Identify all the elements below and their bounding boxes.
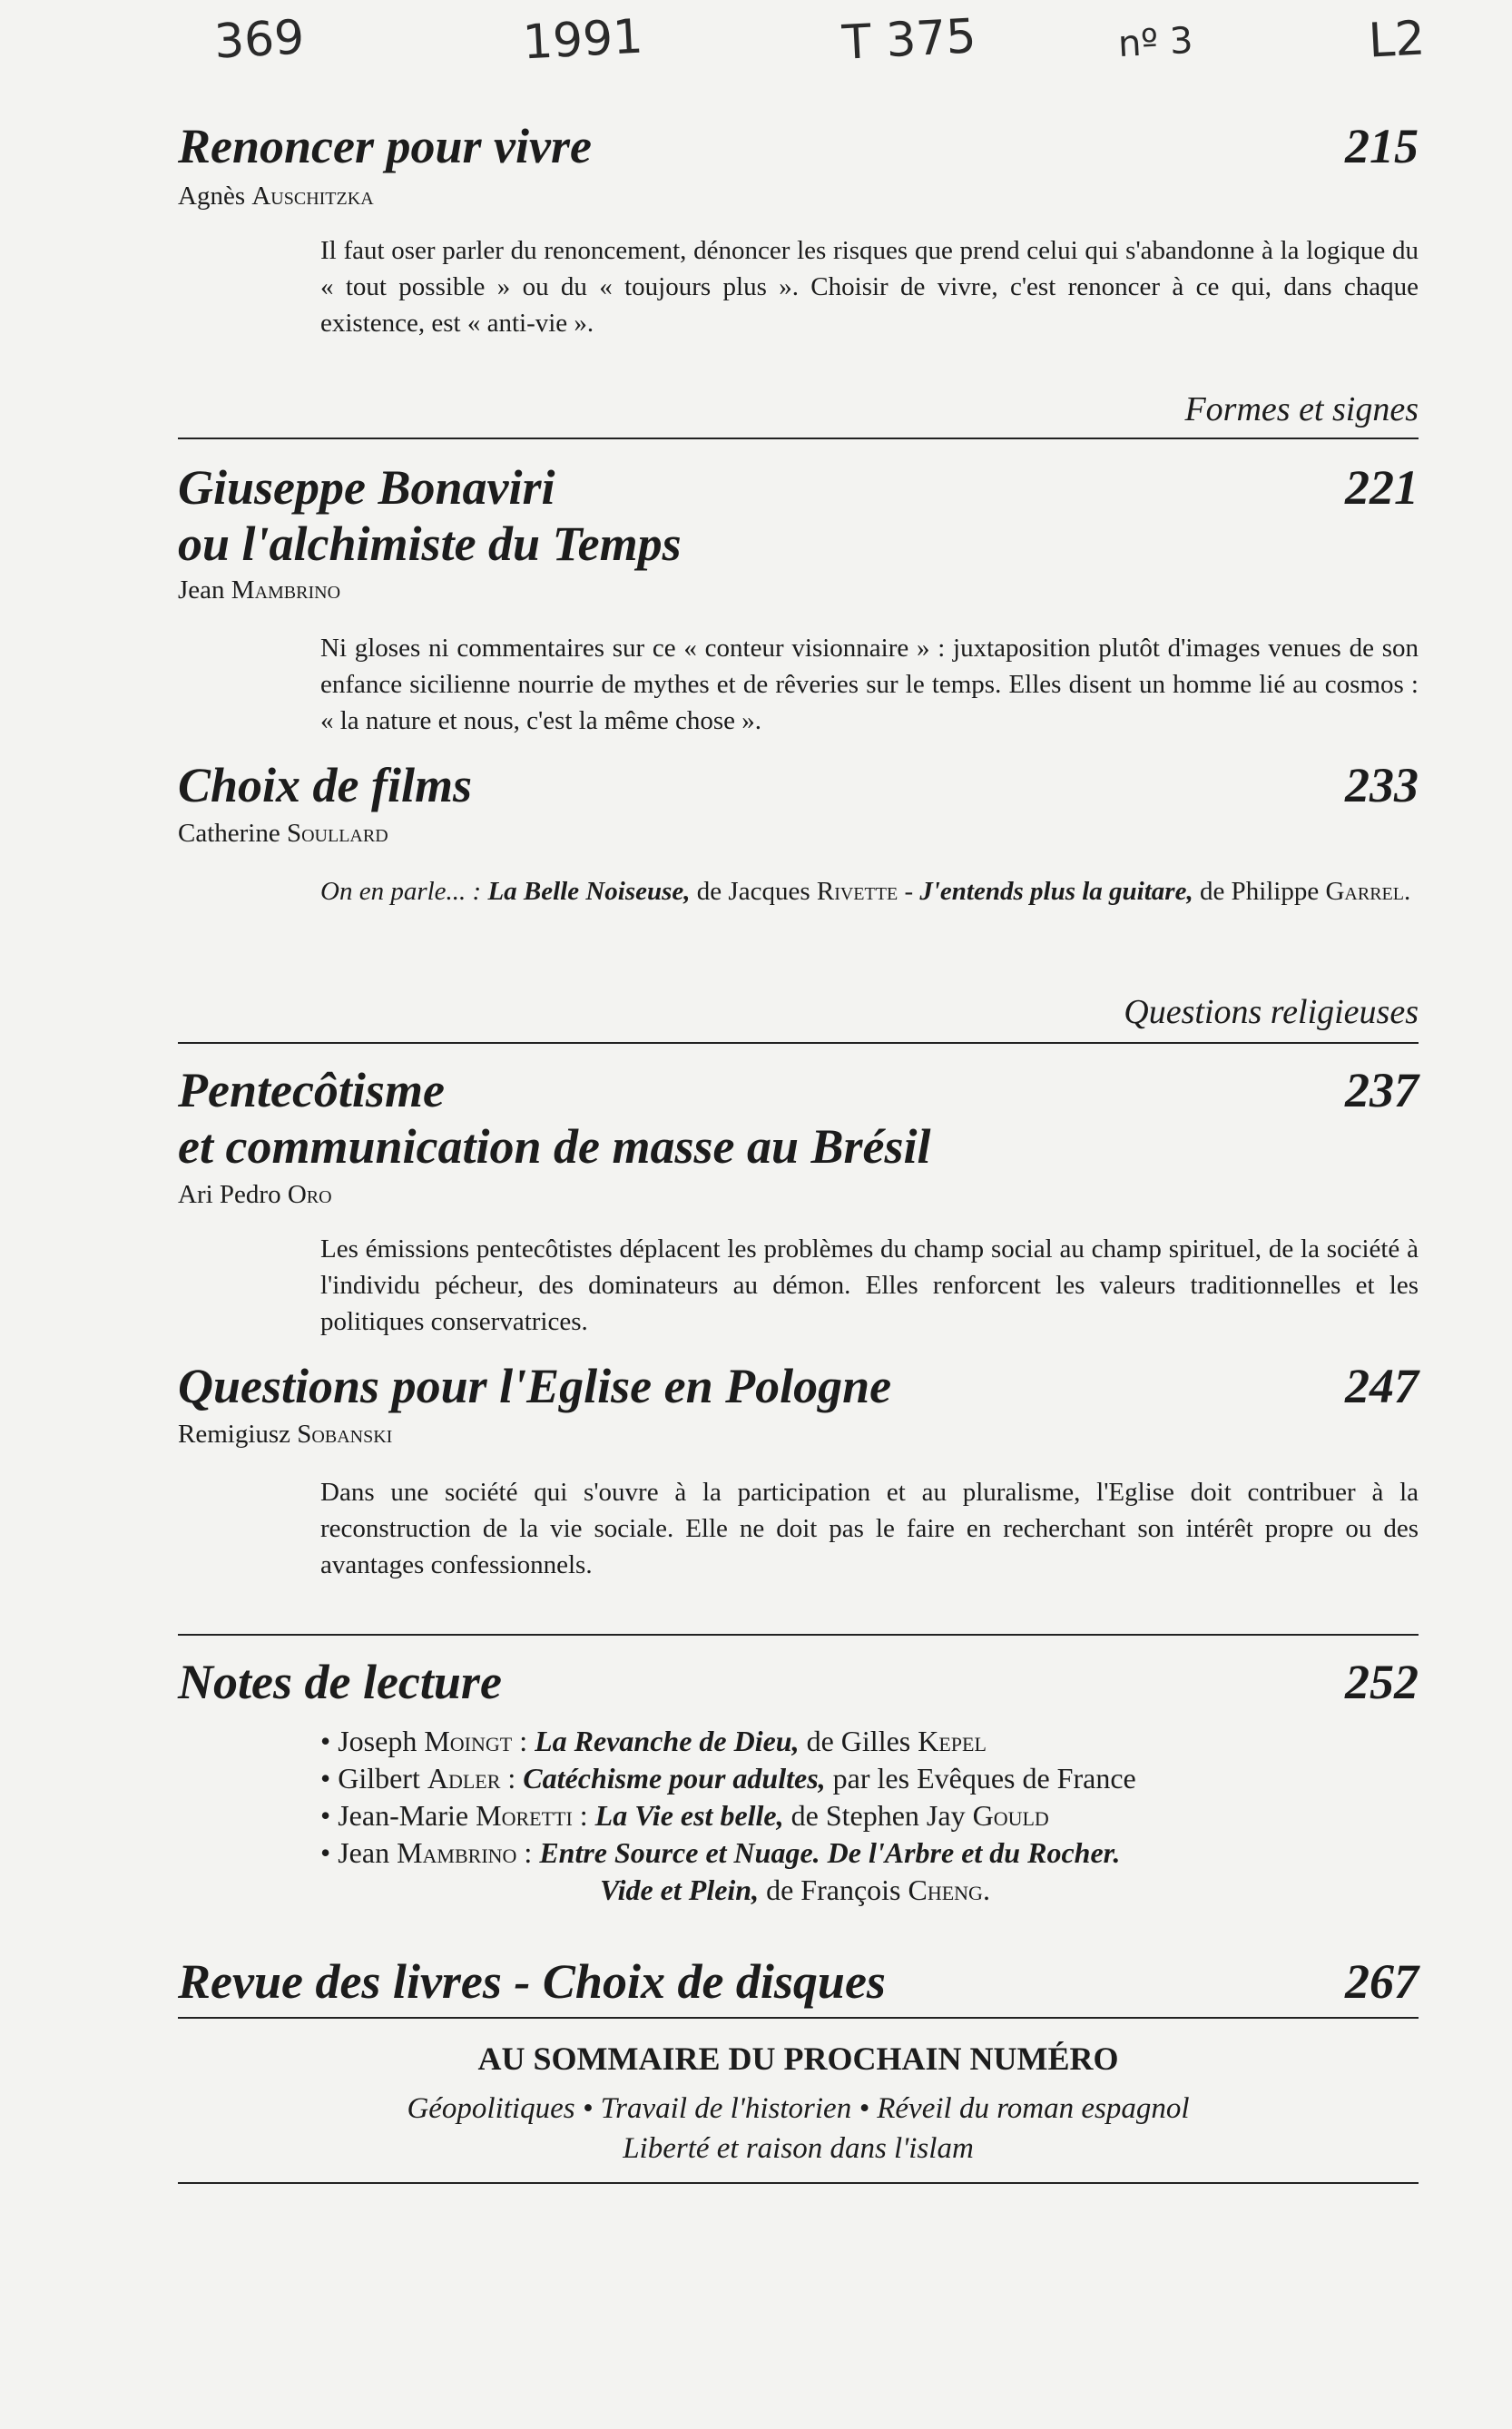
notes-list bbox=[320, 1723, 1419, 1909]
list-item: • Jean-Marie Moretti : La Vie est belle, de Stephen Jay Gould bbox=[320, 1799, 1049, 1832]
list-item-continuation: Vide et Plein, de François Cheng. bbox=[600, 1873, 990, 1906]
article-author: Agnès Auschitzka bbox=[178, 182, 374, 211]
page-number: 233 bbox=[1345, 758, 1419, 812]
section-rule bbox=[178, 1042, 1419, 1044]
revue-title: Revue des livres - Choix de disques bbox=[178, 1954, 886, 2009]
next-issue-heading: AU SOMMAIRE DU PROCHAIN NUMÉRO bbox=[477, 2041, 1119, 2077]
article-author: Remigiusz Sobanski bbox=[178, 1420, 393, 1449]
handwritten-note-number: nº 3 bbox=[1116, 19, 1194, 66]
page-number: 267 bbox=[1345, 1954, 1419, 2009]
page-number: 252 bbox=[1345, 1655, 1419, 1709]
section-rule bbox=[178, 1634, 1419, 1636]
article-title: Pentecôtisme et communication de masse au Brésil bbox=[178, 1063, 931, 1174]
article-title: Giuseppe Bonaviri ou l'alchimiste du Temps bbox=[178, 460, 682, 571]
article-summary: Les émissions pentecôtistes déplacent les problèmes du champ social au champ spirituel, de la société à l'individu pécheur, des dominateurs au démon. Elles renforcent les valeurs traditionnelles et les politiques conservatrices. bbox=[320, 1234, 1419, 1336]
article-pologne bbox=[178, 1358, 1419, 1414]
article-bonaviri bbox=[178, 459, 1419, 572]
handwritten-note-tome: T 375 bbox=[840, 9, 978, 71]
article-title: Renoncer pour vivre bbox=[178, 119, 592, 173]
article-summary: Dans une société qui s'ouvre à la participation et au pluralisme, l'Eglise doit contribuer à la reconstruction de la vie sociale. Elle ne doit pas le faire en recherchant son intérêt propre ou des avantages confessionnels. bbox=[320, 1478, 1419, 1579]
page-number: 237 bbox=[1345, 1063, 1419, 1117]
handwritten-note-l2: L2 bbox=[1367, 11, 1427, 69]
revue-des-livres bbox=[178, 1953, 1419, 2010]
article-renoncer bbox=[178, 118, 1419, 174]
article-author: Ari Pedro Oro bbox=[178, 1180, 332, 1209]
notes-de-lecture bbox=[178, 1654, 1419, 1710]
article-choix-de-films bbox=[178, 757, 1419, 813]
bottom-rule bbox=[178, 2182, 1419, 2184]
list-item: • Gilbert Adler : Catéchisme pour adultes, par les Evêques de France bbox=[320, 1762, 1136, 1795]
list-item: • Joseph Moingt : La Revanche de Dieu, de Gilles Kepel bbox=[320, 1725, 987, 1757]
notes-title: Notes de lecture bbox=[178, 1655, 502, 1709]
section-rule bbox=[178, 438, 1419, 439]
section-rule bbox=[178, 2017, 1419, 2019]
article-title: Choix de films bbox=[178, 758, 473, 812]
article-summary: Ni gloses ni commentaires sur ce « conteur visionnaire » : juxtaposition plutôt d'images venues de son enfance sicilienne nourrie de mythes et de rêveries sur le temps. Elles disent un homme lié au cosmos : « la nature et nous, c'est la même chose ». bbox=[320, 634, 1419, 735]
article-title: Questions pour l'Eglise en Pologne bbox=[178, 1359, 892, 1413]
next-issue-topics-2: Liberté et raison dans l'islam bbox=[623, 2132, 974, 2165]
page-number: 221 bbox=[1345, 460, 1419, 515]
next-issue-topics: Géopolitiques • Travail de l'historien • Réveil du roman espagnol bbox=[407, 2092, 1190, 2125]
page-number: 215 bbox=[1345, 119, 1419, 173]
handwritten-note-369: 369 bbox=[212, 10, 306, 70]
section-heading-questions: Questions religieuses bbox=[1124, 993, 1419, 1031]
article-summary: Il faut oser parler du renoncement, dénoncer les risques que prend celui qui s'abandonne à la logique du « tout possible » ou du « toujours plus ». Choisir de vivre, c'est renoncer à ce qui, dans chaque existence, est « anti-vie ». bbox=[320, 236, 1419, 338]
handwritten-note-year: 1991 bbox=[521, 9, 644, 71]
section-heading-formes: Formes et signes bbox=[1184, 390, 1419, 428]
page-number: 247 bbox=[1345, 1359, 1419, 1413]
article-summary: On en parle... : La Belle Noiseuse, de Jacques Rivette - J'entends plus la guitare, de Philippe Garrel. bbox=[320, 877, 1411, 906]
list-item: • Jean Mambrino : Entre Source et Nuage. De l'Arbre et du Rocher. bbox=[320, 1836, 1121, 1869]
article-pentecotisme bbox=[178, 1062, 1419, 1175]
article-author: Catherine Soullard bbox=[178, 819, 388, 848]
article-author: Jean Mambrino bbox=[178, 575, 341, 605]
